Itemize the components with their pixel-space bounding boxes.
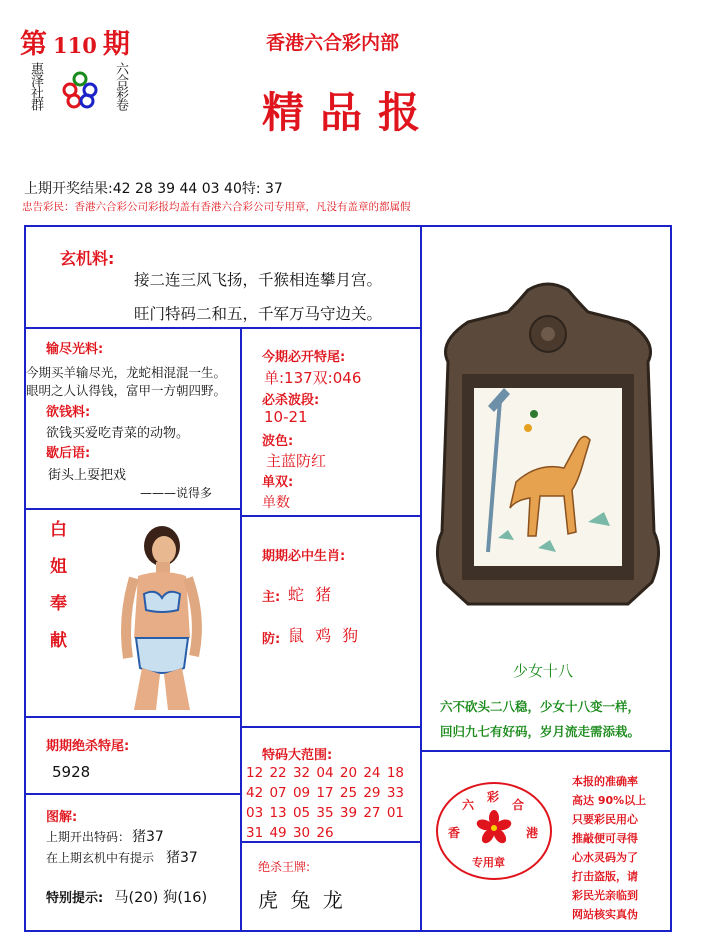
shengxiao-label: 期期必中生肖: [262,549,346,564]
stamp-bottom-text: 专用章 [472,856,505,869]
frame-bottom [24,930,672,932]
divider-mid-2 [240,726,422,728]
bose-text: 主蓝防红 [266,452,327,470]
lottery-logo-icon [60,70,100,110]
xiehou-answer: ———说得多 [140,486,213,500]
stamp-char-2: 彩 [487,790,500,804]
shuojin-text-1: 今期买羊输尽光，龙蛇相混混一生。 [26,365,227,380]
shuojin-label: 输尽光料: [46,342,104,357]
picture-title: 少女十八 [513,662,574,680]
divider-mid-col [240,327,242,930]
tuji-line-2-label: 在上期玄机中有提示 [46,851,155,865]
bosha-text: 10-21 [264,408,308,426]
issue-suffix: 期 [102,29,130,60]
tuji-line-1-value: 猪37 [132,829,164,845]
notice-text: 忠告彩民：香港六合彩公司彩报均盖有香港六合彩公司专用章，凡没有盖章的都属假 [22,201,411,213]
issue-prefix: 第 [20,29,47,60]
ad-line-8: 网站核实真伪 [572,908,638,921]
divider-left-1 [24,508,242,510]
bose-label: 波色: [262,434,294,449]
top-title: 香港六合彩内部 [266,32,400,54]
juesha-value: 5928 [52,763,91,781]
ad-line-6: 打击盗版，请 [572,870,638,883]
ad-line-1: 本报的准确率 [572,775,638,788]
stamp-char-4: 香 [448,826,461,840]
poem-line-2: 回归九七有好码，岁月流走需添栽。 [440,724,641,739]
xuanji-line-1: 接二连三风飞扬，千猴相连攀月宫。 [134,271,383,289]
divider-xuanji [24,327,422,329]
danshuang-text: 单数 [262,495,290,511]
xiehou-label: 歇后语: [46,446,91,461]
stamp-char-5: 港 [526,826,539,840]
org-right-label: 六合彩卷 [113,62,128,110]
yuqian-label: 欲钱料: [46,405,91,420]
frame-left [24,225,26,932]
ad-line-7: 彩民光亲临到 [572,889,638,902]
divider-mid-3 [240,841,422,843]
tewei-text: 单:137双:046 [264,369,362,387]
issue-number: 110 [53,33,97,58]
tewei-label: 今期必开特尾: [262,350,346,365]
girl-photo [98,518,218,710]
bosha-label: 必杀波段: [262,393,320,408]
xuanji-label: 玄机料: [60,249,115,268]
official-stamp [436,782,552,880]
danshuang-label: 单双: [262,475,294,490]
ad-text [572,772,646,924]
ad-line-2: 高达 90%以上 [572,794,647,807]
stamp-char-1: 六 [462,798,475,812]
xiehou-text: 街头上耍把戏 [48,468,127,483]
fanwei-label: 特码大范围: [262,748,333,763]
org-left-label: 惠泽社群 [28,62,43,110]
divider-left-2 [24,716,242,718]
shengxiao-main-text: 蛇 猪 [288,585,335,604]
tuji-line-2-value: 猪37 [166,850,198,866]
tuji-label: 图解: [46,810,78,825]
fanwei-row-4: 31 49 30 26 [246,825,334,841]
last-draw-results: 上期开奖结果:42 28 39 44 03 40特: 37 [24,181,283,197]
fanwei-row-2: 42 07 09 17 25 29 33 [246,785,404,801]
shuojin-text-2: 眼明之人认得钱，富甲一方朝四野。 [26,383,227,398]
shengxiao-fang-text: 鼠 鸡 狗 [288,626,362,645]
fanwei-row-1: 12 22 32 04 20 24 18 [246,765,404,781]
stamp-char-3: 合 [512,798,525,812]
shengxiao-main-label: 主: [262,590,281,605]
divider-mid-1 [240,515,422,517]
ad-line-5: 心水灵码为了 [572,851,638,864]
tebie-value: 马(20) 狗(16) [114,890,208,906]
wangpai-label: 绝杀王牌: [258,860,311,874]
wangpai-value: 虎 兔 龙 [258,888,346,912]
xuanji-line-2: 旺门特码二和五，千军万马守边关。 [134,305,383,323]
divider-right-1 [420,750,672,752]
ad-line-4: 推敲便可寻得 [572,832,638,845]
issue-heading [20,22,130,61]
main-title: 精品报 [262,88,437,137]
divider-right-col [420,225,422,932]
frame-top [24,225,672,227]
tebie-label: 特别提示: [46,891,104,906]
poem-line-1: 六不砍头二八稳，少女十八变一样， [440,699,641,714]
frame-right [670,225,672,932]
ad-line-3: 只要彩民用心 [572,813,638,826]
tuji-line-1-label: 上期开出特码： [46,830,131,844]
framed-horse-picture [428,282,668,612]
girl-caption: 白姐奉献 [46,520,66,668]
juesha-label: 期期绝杀特尾: [46,739,130,754]
divider-left-3 [24,793,242,795]
yuqian-text: 欲钱买爱吃青菜的动物。 [46,426,190,441]
bauhinia-flower-icon [476,810,512,846]
fanwei-row-3: 03 13 05 35 39 27 01 [246,805,404,821]
shengxiao-fang-label: 防: [262,632,281,647]
